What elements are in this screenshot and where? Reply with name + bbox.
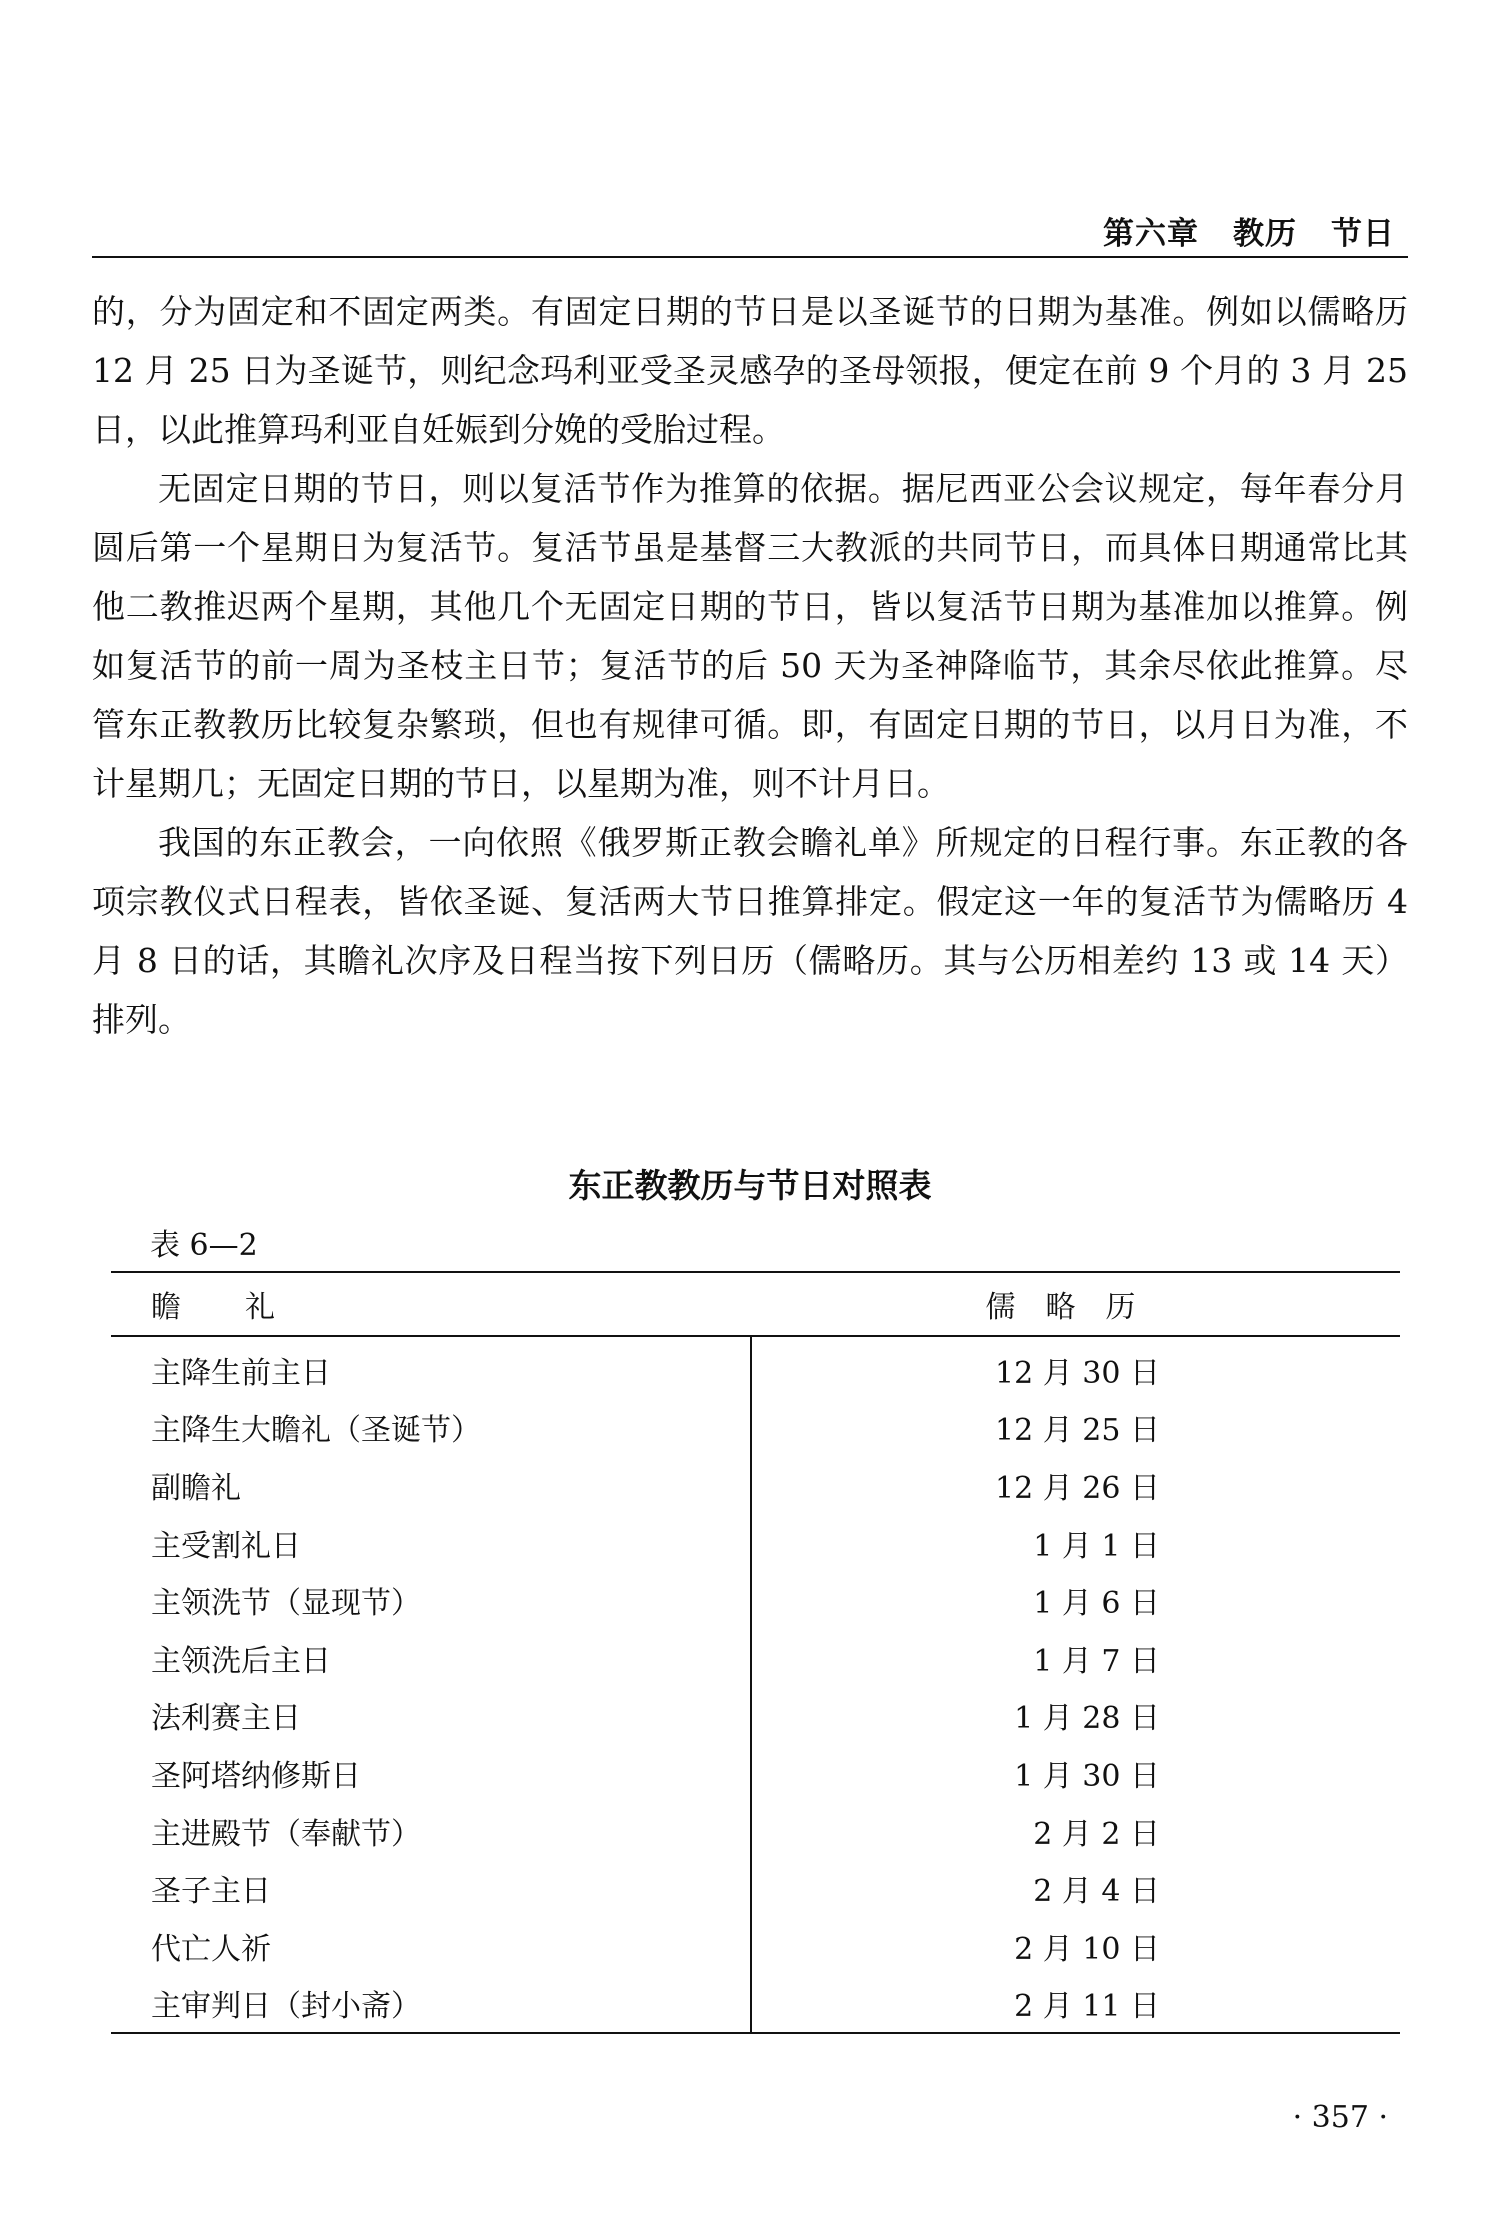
rite-cell: 圣阿塔纳修斯日 xyxy=(111,1744,751,1802)
table-row xyxy=(111,1975,1400,2034)
column-header-date: 儒略历 xyxy=(751,1272,1400,1336)
table-row xyxy=(111,1629,1400,1687)
rite-cell: 主降生前主日 xyxy=(111,1336,751,1399)
date-cell: 2 月 10 日 xyxy=(1014,1931,1160,1967)
rite-cell: 副瞻礼 xyxy=(111,1456,751,1514)
table-row xyxy=(111,1571,1400,1629)
date-cell: 12 月 30 日 xyxy=(995,1355,1160,1391)
rite-cell: 主进殿节（奉献节） xyxy=(111,1802,751,1860)
table-label: 表 6—2 xyxy=(150,1228,258,1263)
section-label-2: 节日 xyxy=(1331,216,1395,252)
table-row xyxy=(111,1456,1400,1514)
table-body xyxy=(111,1336,1400,2033)
rite-cell: 主降生大瞻礼（圣诞节） xyxy=(111,1399,751,1457)
table-row xyxy=(111,1859,1400,1917)
date-cell: 2 月 4 日 xyxy=(1033,1874,1160,1910)
date-cell: 2 月 11 日 xyxy=(751,1975,1400,2034)
table-row xyxy=(111,1336,1400,1399)
rite-cell: 主领洗后主日 xyxy=(111,1629,751,1687)
rite-cell: 法利赛主日 xyxy=(111,1687,751,1745)
date-cell: 1 月 28 日 xyxy=(1014,1701,1160,1737)
paragraph: 无固定日期的节日，则以复活节作为推算的依据。据尼西亚公会议规定，每年春分月圆后第一个星期日为复活节。复活节虽是基督三大教派的共同节日，而具体日期通常比其他二教推迟两个星期，其他几个无固定日期的节日，皆以复活节日期为基准加以推算。例如复活节的前一周为圣枝主日节；复活节的后 50 天为圣神降临节，其余尽依此推算。尽管东正教教历比较复杂繁琐，但也有规律可循。即，有固定日期的节日，以月日为准，不计星期几；无固定日期的节日，以星期为准，则不计月日。 xyxy=(92,469,1408,803)
table-header-row xyxy=(111,1272,1400,1336)
date-cell: 1 月 30 日 xyxy=(1014,1758,1160,1794)
page-number: · 357 · xyxy=(1292,2100,1388,2135)
header-rule xyxy=(92,256,1408,258)
festival-table xyxy=(111,1271,1400,2034)
date-cell: 12 月 25 日 xyxy=(995,1413,1160,1449)
paragraph: 我国的东正教会，一向依照《俄罗斯正教会瞻礼单》所规定的日程行事。东正教的各项宗教仪式日程表，皆依圣诞、复活两大节日推算排定。假定这一年的复活节为儒略历 4 月 8 日的话，其瞻礼次序及日程当按下列日历（儒略历。其与公历相差约 13 或 14 天）排列。 xyxy=(92,823,1408,1039)
table-title: 东正教教历与节日对照表 xyxy=(568,1166,932,1205)
rite-cell: 主领洗节（显现节） xyxy=(111,1571,751,1629)
table-row xyxy=(111,1802,1400,1860)
running-header xyxy=(1069,208,1395,253)
section-label-1: 教历 xyxy=(1233,216,1297,252)
table-row xyxy=(111,1687,1400,1745)
rite-cell: 圣子主日 xyxy=(111,1859,751,1917)
paragraph: 的，分为固定和不固定两类。有固定日期的节日是以圣诞节的日期为基准。例如以儒略历 12 月 25 日为圣诞节，则纪念玛利亚受圣灵感孕的圣母领报，便定在前 9 个月的 3 月 25 日，以此推算玛利亚自妊娠到分娩的受胎过程。 xyxy=(92,292,1408,449)
table-row xyxy=(111,1744,1400,1802)
column-header-rite: 瞻礼 xyxy=(111,1272,751,1336)
table-row xyxy=(111,1917,1400,1975)
date-cell: 1 月 1 日 xyxy=(1033,1528,1160,1564)
rite-cell: 主审判日（封小斋） xyxy=(111,1975,751,2034)
rite-cell: 代亡人祈 xyxy=(111,1917,751,1975)
chapter-label: 第六章 xyxy=(1103,216,1199,252)
date-cell: 2 月 2 日 xyxy=(1033,1816,1160,1852)
rite-cell: 主受割礼日 xyxy=(111,1514,751,1572)
table-row xyxy=(111,1514,1400,1572)
body-text xyxy=(92,282,1408,1049)
table-row xyxy=(111,1399,1400,1457)
date-cell: 1 月 7 日 xyxy=(1033,1643,1160,1679)
date-cell: 1 月 6 日 xyxy=(1033,1586,1160,1622)
date-cell: 12 月 26 日 xyxy=(995,1470,1160,1506)
